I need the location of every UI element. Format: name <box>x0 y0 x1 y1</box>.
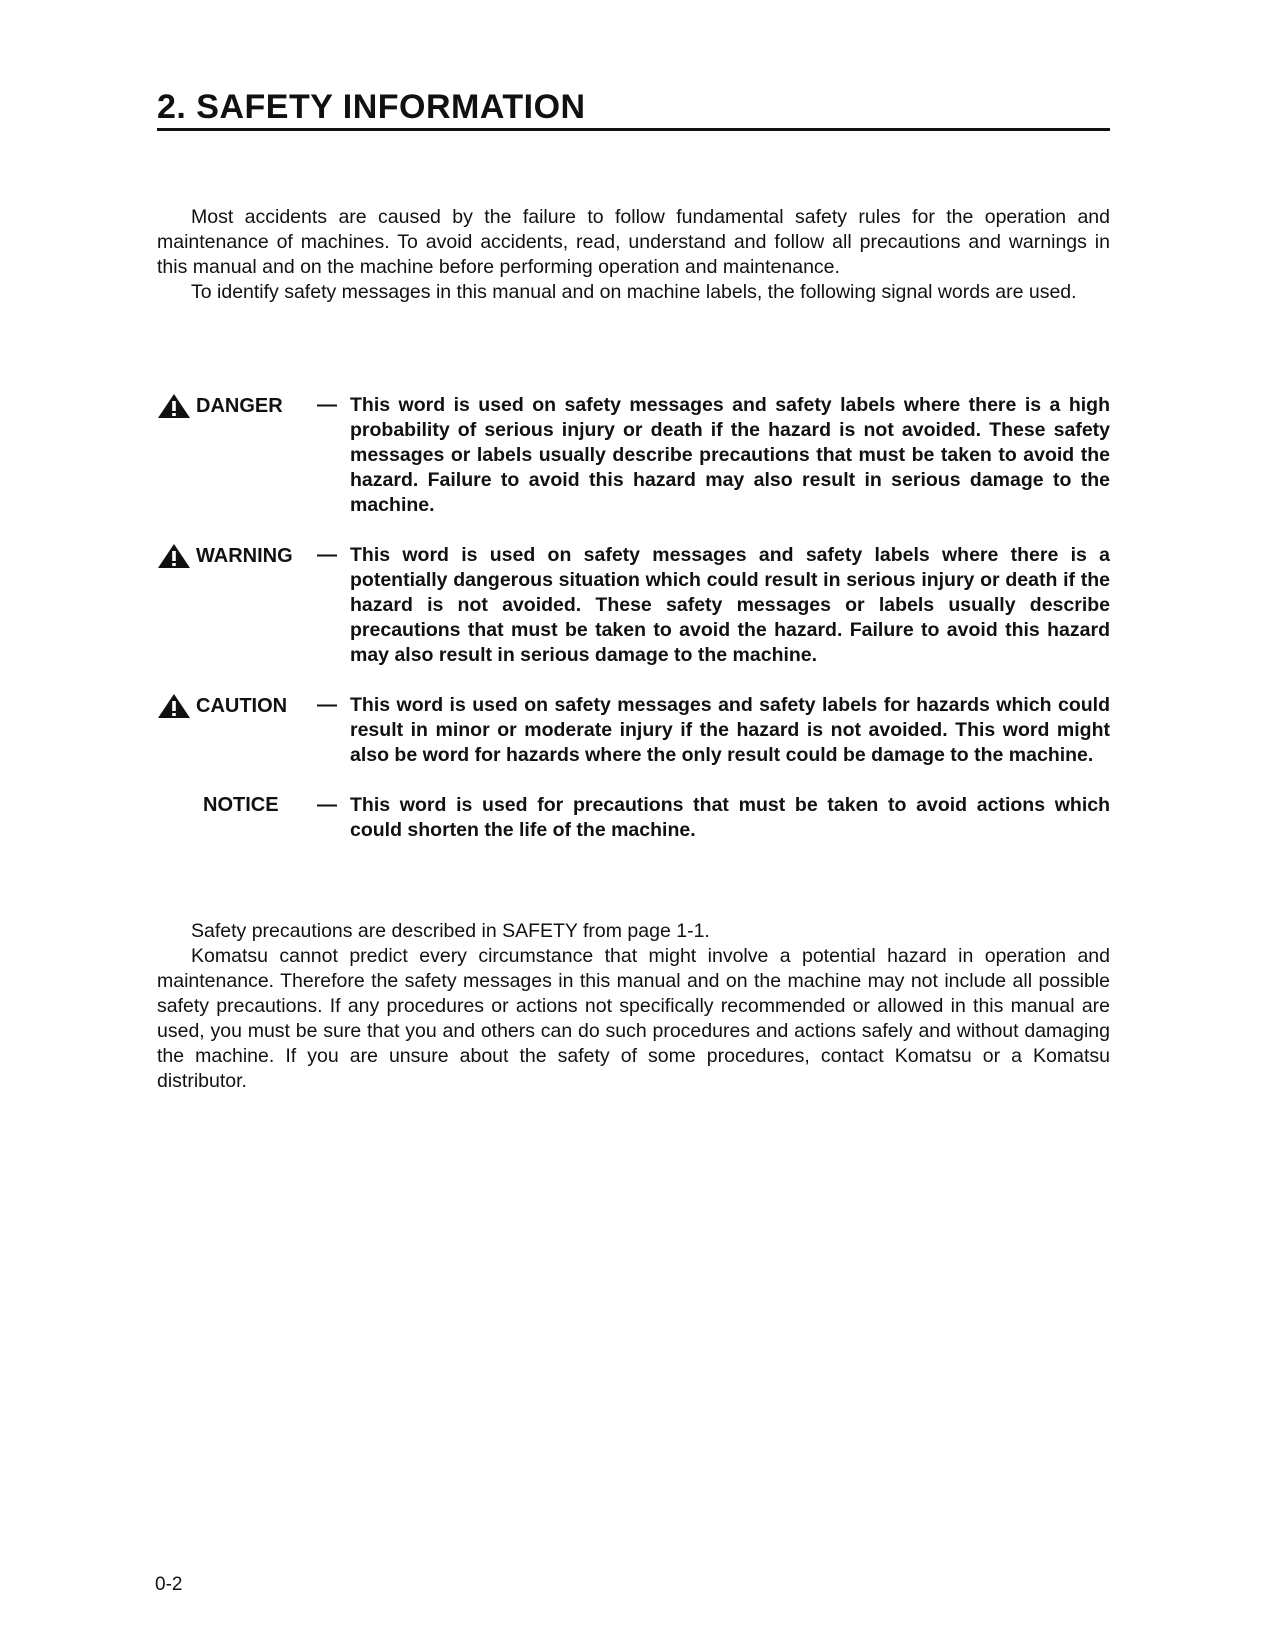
outro-section <box>157 919 1110 1094</box>
dash: — <box>317 794 337 816</box>
signal-word-text: CAUTION <box>196 694 288 717</box>
page-number: 0-2 <box>155 1574 183 1595</box>
page-title: 2. SAFETY INFORMATION <box>157 88 1110 131</box>
signal-word-label <box>157 543 317 569</box>
outro-paragraph: Safety precautions are described in SAFETY from page 1-1. <box>191 920 710 942</box>
signal-words-list <box>157 393 1110 868</box>
signal-word-text: NOTICE <box>203 794 279 816</box>
dash: — <box>317 544 337 566</box>
warning-triangle-icon <box>157 393 191 419</box>
signal-word-text: WARNING <box>196 544 293 567</box>
intro-paragraph: To identify safety messages in this manual and on machine labels, the following signal words are used. <box>191 281 1077 303</box>
signal-word-label <box>157 793 317 818</box>
signal-warning <box>157 543 1110 668</box>
signal-caution <box>157 693 1110 768</box>
signal-description: This word is used for precautions that must be taken to avoid actions which could shorten the life of the machine. <box>350 794 1110 841</box>
dash: — <box>317 694 337 716</box>
signal-description: This word is used on safety messages and safety labels for hazards which could result in minor or moderate injury if the hazard is not avoided. This word might also be word for hazards where the only result could be damage to the machine. <box>350 694 1110 766</box>
signal-word-label <box>157 693 317 719</box>
signal-word-text: DANGER <box>196 394 283 417</box>
signal-notice <box>157 793 1110 843</box>
signal-description: This word is used on safety messages and safety labels where there is a potentially dangerous situation which could result in serious injury or death if the hazard is not avoided. These safety messages or labels usually describe precautions that must be taken to avoid the hazard. Failure to avoid this hazard may also result in serious damage to the machine. <box>350 544 1110 666</box>
signal-danger <box>157 393 1110 518</box>
signal-description: This word is used on safety messages and safety labels where there is a high probability of serious injury or death if the hazard is not avoided. These safety messages or labels usually describe precautions that must be taken to avoid the hazard. Failure to avoid this hazard may also result in serious damage to the machine. <box>350 394 1110 516</box>
outro-paragraph: Komatsu cannot predict every circumstance that might involve a potential hazard in operation and maintenance. Therefore the safety messages in this manual and on the machine may not include all possible safety precautions. If any procedures or actions not specifically recommended or allowed in this manual are used, you must be sure that you and others can do such procedures and actions safely and without damaging the machine. If you are unsure about the safety of some procedures, contact Komatsu or a Komatsu distributor. <box>157 945 1110 1092</box>
dash: — <box>317 394 337 416</box>
warning-triangle-icon <box>157 693 191 719</box>
signal-word-label <box>157 393 317 419</box>
intro-paragraph: Most accidents are caused by the failure to follow fundamental safety rules for the operation and maintenance of machines. To avoid accidents, read, understand and follow all precautions and warnings in this manual and on the machine before performing operation and maintenance. <box>157 206 1110 278</box>
warning-triangle-icon <box>157 543 191 569</box>
intro-section <box>157 205 1110 305</box>
